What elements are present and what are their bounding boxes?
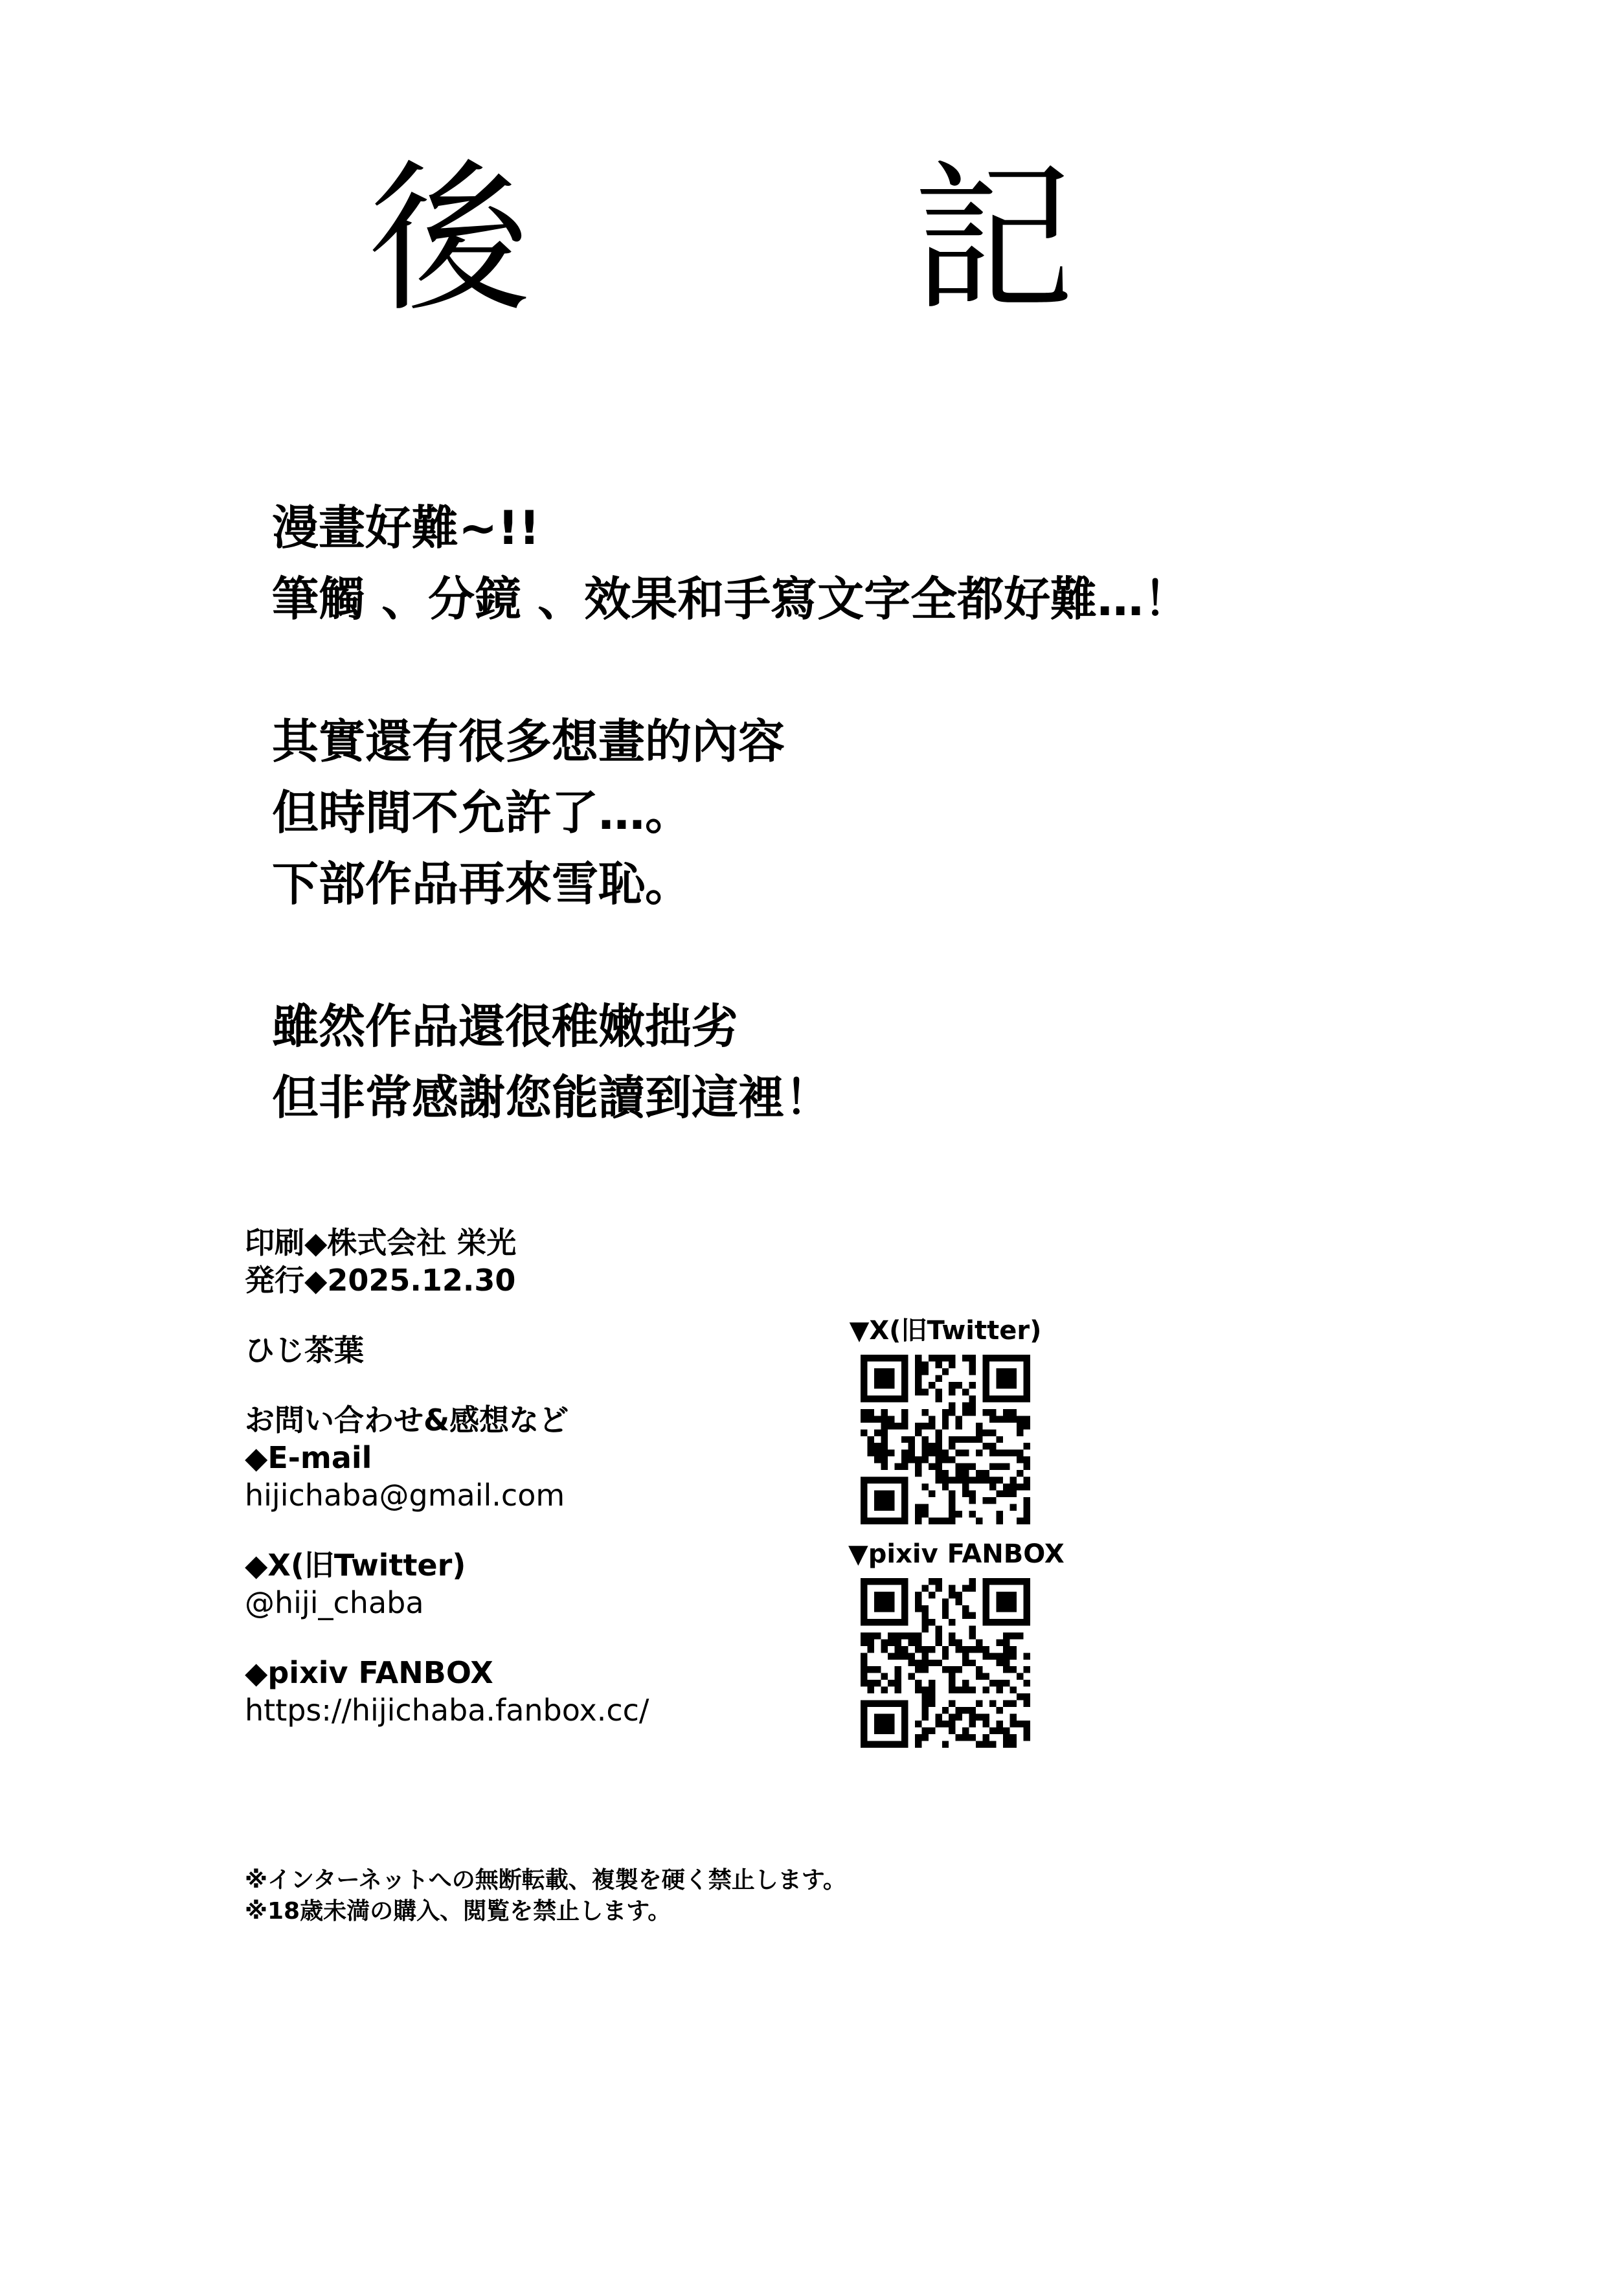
legal-notice <box>245 1865 1216 1927</box>
message-line: 雖然作品還很稚嫩拙劣 <box>272 999 739 1054</box>
x-qr-block <box>848 1315 1043 1524</box>
contact-heading: お問い合わせ&感想など <box>245 1403 569 1438</box>
issue-date-line: 発行◆2025.12.30 <box>245 1263 516 1298</box>
message-line: 其實還有很多想畫的內容 <box>272 714 785 769</box>
notice-line: ※18歳未満の購入、閲覧を禁止します。 <box>245 1898 671 1925</box>
x-qr-label: ▼X(旧Twitter) <box>849 1316 1042 1346</box>
email-address[interactable]: hijichaba@gmail.com <box>245 1478 565 1513</box>
page-title: 後 記 <box>368 145 1184 333</box>
colophon <box>245 1224 892 1729</box>
fanbox-qr-block <box>848 1538 1065 1748</box>
x-qr-code[interactable] <box>861 1355 1030 1524</box>
circle-name: ひじ茶葉 <box>245 1333 364 1368</box>
fanbox-label: ◆pixiv FANBOX <box>245 1655 493 1690</box>
printer-line: 印刷◆株式会社 栄光 <box>245 1225 517 1260</box>
x-handle[interactable]: @hiji_chaba <box>245 1585 424 1620</box>
afterword-message <box>272 492 1502 1133</box>
message-line: 筆觸 、分鏡 、效果和手寫文字全都好難…！ <box>272 572 1191 626</box>
fanbox-qr-code[interactable] <box>861 1578 1030 1748</box>
message-line: 但時間不允許了…。 <box>272 785 692 840</box>
message-line: 下部作品再來雪恥。 <box>272 857 692 911</box>
fanbox-qr-label: ▼pixiv FANBOX <box>848 1539 1065 1569</box>
email-label: ◆E-mail <box>245 1440 372 1475</box>
fanbox-url[interactable]: https://hijichaba.fanbox.cc/ <box>245 1693 649 1728</box>
message-line: 但非常感謝您能讀到這裡！ <box>272 1070 832 1125</box>
notice-line: ※インターネットへの無断転載、複製を硬く禁止します。 <box>245 1867 846 1893</box>
message-line: 漫畫好難~!! <box>272 501 541 555</box>
x-label: ◆X(旧Twitter) <box>245 1548 466 1583</box>
